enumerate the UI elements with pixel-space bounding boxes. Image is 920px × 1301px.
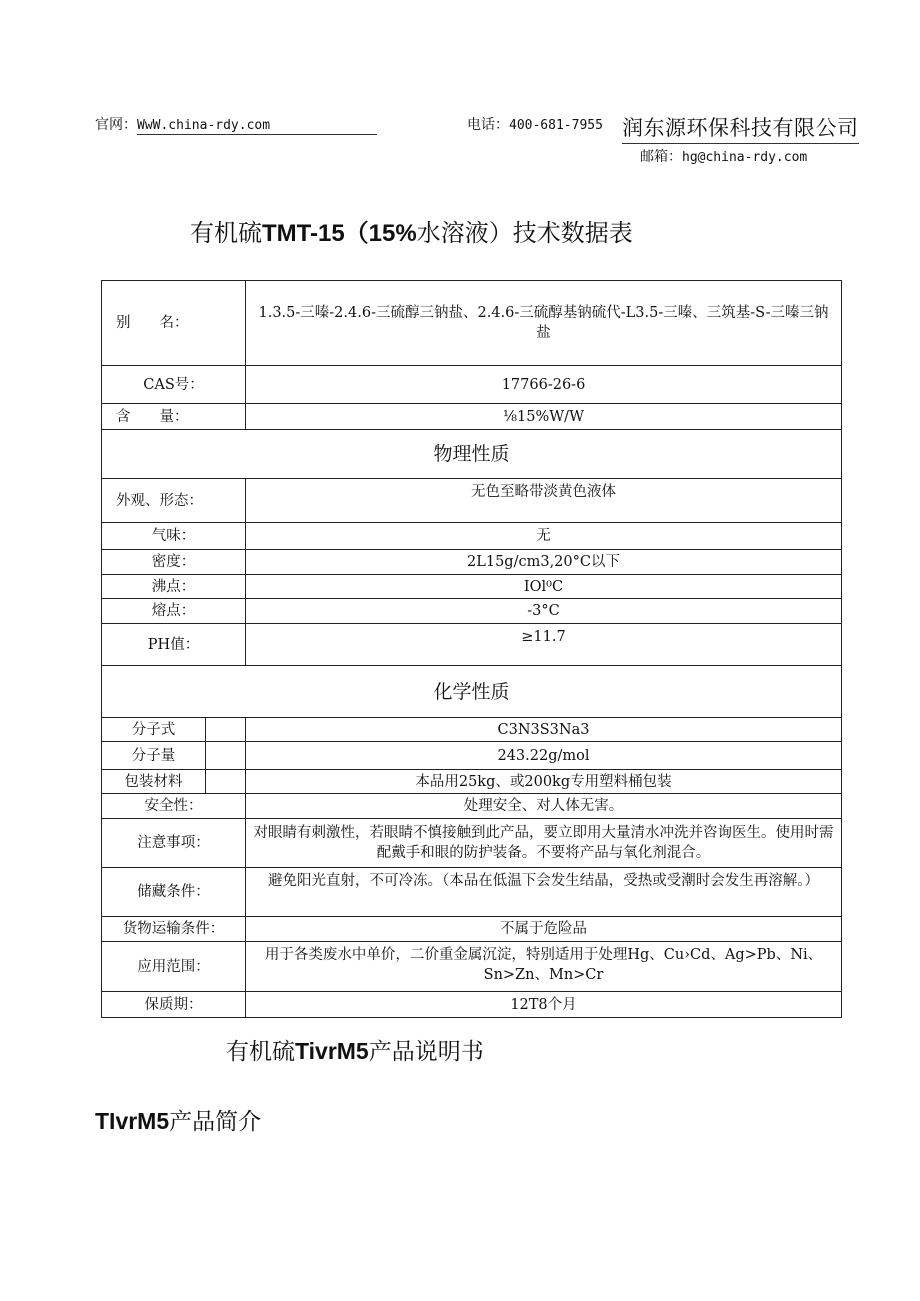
odor-label: 气味： [102, 523, 246, 550]
shelf-life-value: 12T8个月 [246, 992, 842, 1018]
molecular-weight-empty-cell [206, 742, 246, 770]
chemical-properties-heading: 化学性质 [102, 666, 842, 718]
ph-value: ≥11.7 [246, 624, 842, 666]
document-title [190, 213, 633, 248]
density-value: 2L15g/cm3,20°C以下 [246, 550, 842, 575]
table-row [102, 742, 842, 770]
phone-number: 400-681-7955 [509, 118, 603, 133]
formula-label: 分子式 [102, 718, 206, 742]
melting-point-value: -3°C [246, 599, 842, 624]
alias-label: 别 名： [102, 281, 246, 366]
caution-value: 对眼睛有刺激性，若眼睛不慎接触到此产品，要立即用大量清水冲洗并咨询医生。使用时需配戴手和眼的防护装备。不要将产品与氧化剂混合。 [246, 819, 842, 868]
table-row [102, 666, 842, 718]
content-value: ⅛15%W/W [246, 404, 842, 430]
transport-label: 货物运输条件： [102, 917, 246, 942]
application-label: 应用范围： [102, 942, 246, 992]
intro-heading-suffix: 产品简介 [169, 1109, 262, 1135]
boiling-point-value: IOl⁰C [246, 575, 842, 599]
alias-value: 1.3.5-三嗪-2.4.6-三硫醇三钠盐、2.4.6-三硫醇基钠硫代-L3.5-三嗪、三筑基-S-三嗪三钠盐 [246, 281, 842, 366]
table-row [102, 523, 842, 550]
intro-heading [95, 1103, 261, 1136]
safety-label: 安全性： [102, 794, 246, 819]
title-suffix: 水溶液）技术数据表 [416, 219, 633, 247]
physical-properties-heading: 物理性质 [102, 430, 842, 479]
table-row [102, 550, 842, 575]
header-contact [95, 114, 603, 135]
table-row [102, 404, 842, 430]
density-label: 密度： [102, 550, 246, 575]
header-email [640, 146, 807, 166]
intro-heading-code: TIvrM5 [95, 1108, 170, 1134]
site-label: 官网： [95, 117, 137, 133]
manual-heading [226, 1033, 484, 1066]
website-link[interactable]: WwW.china-rdy.com [137, 118, 377, 135]
email-label: 邮箱： [640, 149, 682, 165]
table-row [102, 430, 842, 479]
appearance-label: 外观、形态： [102, 479, 246, 523]
table-row [102, 942, 842, 992]
molecular-weight-label: 分子量 [102, 742, 206, 770]
table-row [102, 281, 842, 366]
table-row [102, 992, 842, 1018]
spec-table [101, 280, 842, 1018]
table-row [102, 794, 842, 819]
content-label: 含 量： [102, 404, 246, 430]
title-prefix: 有机硫 [190, 219, 262, 247]
table-row [102, 917, 842, 942]
table-row [102, 599, 842, 624]
cas-value: 17766-26-6 [246, 366, 842, 404]
cas-label: CAS号： [102, 366, 246, 404]
packing-value: 本品用25kg、或200kg专用塑料桶包装 [246, 770, 842, 794]
storage-label: 储藏条件： [102, 868, 246, 917]
table-row [102, 479, 842, 523]
table-row [102, 868, 842, 917]
table-row [102, 718, 842, 742]
formula-empty-cell [206, 718, 246, 742]
transport-value: 不属于危险品 [246, 917, 842, 942]
storage-value: 避免阳光直射，不可冷冻。（本品在低温下会发生结晶，受热或受潮时会发生再溶解。） [246, 868, 842, 917]
manual-heading-code: TivrM5 [295, 1038, 369, 1064]
safety-value: 处理安全、对人体无害。 [246, 794, 842, 819]
molecular-weight-value: 243.22g/mol [246, 742, 842, 770]
table-row [102, 366, 842, 404]
melting-point-label: 熔点： [102, 599, 246, 624]
formula-value: C3N3S3Na3 [246, 718, 842, 742]
table-row [102, 770, 842, 794]
table-row [102, 624, 842, 666]
packing-empty-cell [206, 770, 246, 794]
title-code: TMT-15（15% [262, 220, 417, 247]
ph-label: PH值： [102, 624, 246, 666]
packing-label: 包装材料 [102, 770, 206, 794]
shelf-life-label: 保质期： [102, 992, 246, 1018]
table-row [102, 575, 842, 599]
email-address[interactable]: hg@china-rdy.com [682, 150, 808, 165]
phone-label: 电话： [467, 117, 509, 133]
boiling-point-label: 沸点： [102, 575, 246, 599]
table-row [102, 819, 842, 868]
appearance-value: 无色至略带淡黄色液体 [246, 479, 842, 523]
company-name: 润东源环保科技有限公司 [622, 112, 859, 144]
manual-heading-suffix: 产品说明书 [368, 1039, 484, 1065]
manual-heading-prefix: 有机硫 [226, 1039, 295, 1065]
odor-value: 无 [246, 523, 842, 550]
application-value: 用于各类废水中单价，二价重金属沉淀，特别适用于处理Hg、Cu›Cd、Ag>Pb、Ni、Sn>Zn、Mn>Cr [246, 942, 842, 992]
caution-label: 注意事项： [102, 819, 246, 868]
